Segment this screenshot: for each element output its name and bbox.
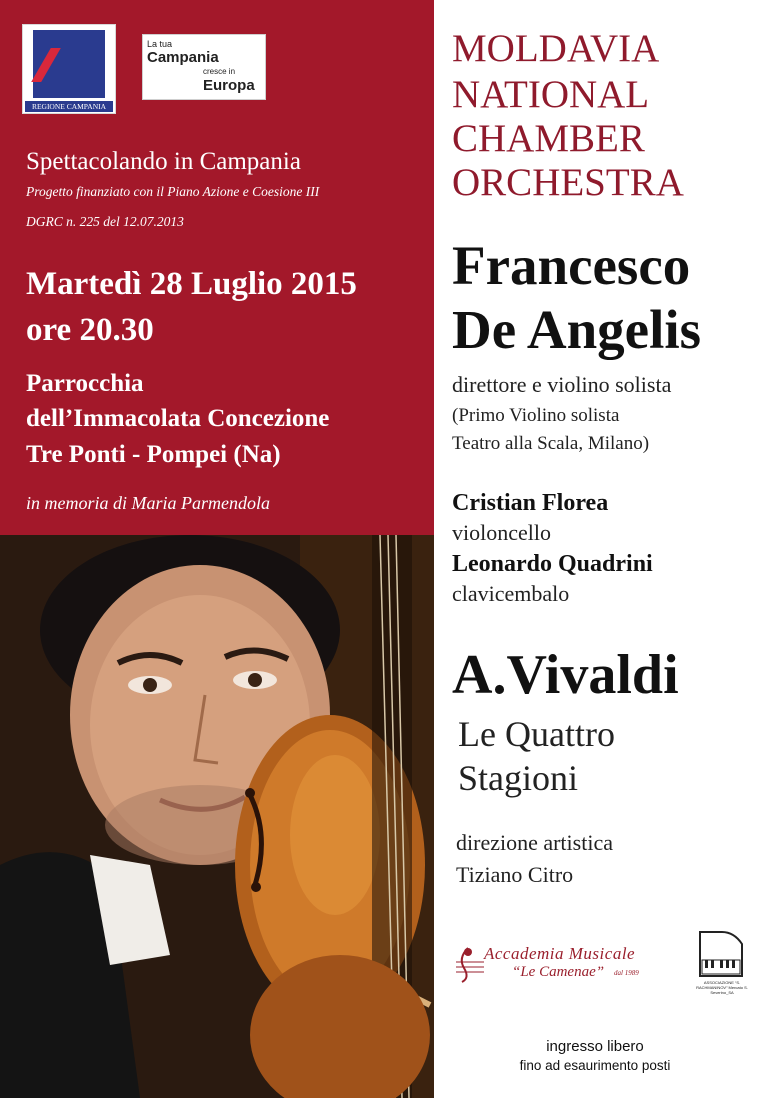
funding-line: Progetto finanziato con il Piano Azione e Coesione III	[26, 184, 320, 199]
soloist-role: clavicembalo	[452, 581, 570, 606]
accademia-subname: “Le Camenae”	[512, 964, 605, 980]
campaign-title: Spettacolando in Campania	[26, 148, 301, 175]
piano-icon	[692, 930, 752, 980]
memorial-line: in memoria di Maria Parmendola	[26, 493, 270, 513]
orchestra-name-line: NATIONAL	[452, 73, 650, 116]
conductor-name-line: Francesco	[452, 235, 691, 296]
venue-line: Tre Ponti - Pompei (Na)	[26, 441, 281, 468]
venue-line: dell’Immacolata Concezione	[26, 405, 330, 432]
region-caption: REGIONE CAMPANIA	[25, 101, 113, 112]
artistic-direction-label: direzione artistica	[456, 830, 613, 855]
regione-campania-logo	[22, 24, 116, 114]
orchestra-name-line: ORCHESTRA	[452, 161, 684, 204]
accademia-name: Accademia Musicale	[484, 944, 636, 963]
eu-logo-line1: La tua	[147, 39, 173, 49]
accademia-since: dal 1989	[614, 969, 639, 977]
entry-free: ingresso libero	[546, 1038, 644, 1055]
eu-logo-line4: Europa	[203, 77, 255, 94]
artistic-director-name: Tiziano Citro	[456, 862, 574, 887]
venue-line: Parrocchia	[26, 370, 144, 397]
composer-name: A.Vivaldi	[452, 644, 679, 706]
eu-logo-line3: cresce in	[203, 67, 236, 76]
music-staff-icon	[454, 944, 484, 984]
soloist-name: Cristian Florea	[452, 490, 609, 516]
conductor-note-line: (Primo Violino solista	[452, 405, 620, 426]
eu-logo-line2: Campania	[147, 49, 219, 66]
shield-icon	[33, 30, 105, 98]
work-title-line: Stagioni	[458, 758, 579, 798]
orchestra-name-line: CHAMBER	[452, 117, 645, 160]
work-title-line: Le Quattro	[458, 714, 615, 754]
campania-europa-logo	[142, 34, 266, 100]
accademia-musicale-logo	[454, 942, 676, 988]
conductor-role: direttore e violino solista	[452, 372, 672, 397]
association-caption: ASSOCIAZIONE “S. RACHMANINOV” Mercato S. Severino_SA	[696, 980, 748, 995]
piano-association-logo	[692, 930, 752, 1000]
event-date: Martedì 28 Luglio 2015	[26, 266, 357, 302]
entry-note: fino ad esaurimento posti	[519, 1058, 671, 1073]
musician-violin-photo	[0, 535, 434, 1098]
conductor-name-line: De Angelis	[452, 299, 702, 360]
orchestra-name-line: MOLDAVIA	[452, 27, 660, 70]
conductor-note-line: Teatro alla Scala, Milano)	[452, 433, 650, 454]
dgrc-line: DGRC n. 225 del 12.07.2013	[26, 214, 184, 229]
soloist-name: Leonardo Quadrini	[452, 551, 653, 577]
event-time: ore 20.30	[26, 312, 154, 348]
soloist-role: violoncello	[452, 520, 551, 545]
